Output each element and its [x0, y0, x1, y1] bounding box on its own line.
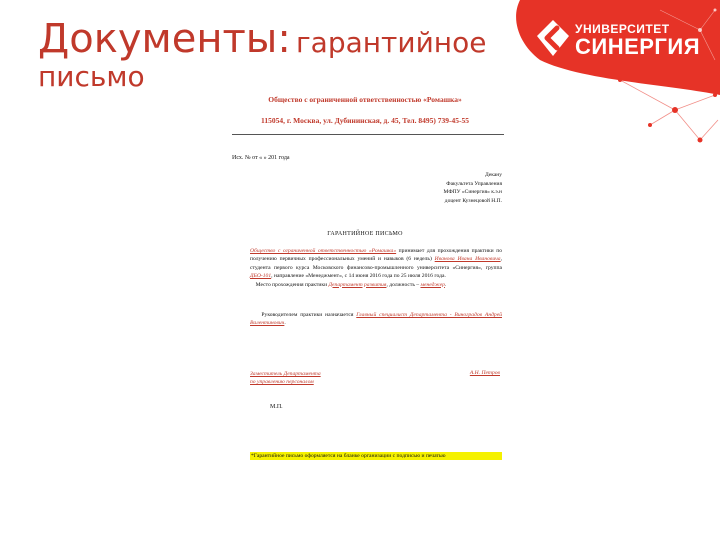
- student-name: Иванова Ивана Ивановича: [434, 256, 501, 263]
- addressee-block: [220, 171, 502, 205]
- highlighted-note: *Гарантийное письмо оформляется на бланке организации с подписью и печатью: [250, 452, 502, 460]
- paragraph-text: Руководителем практики назначается: [261, 312, 357, 319]
- signer-title-line1: Заместитель Департамента: [250, 370, 321, 377]
- practice-place: Департамент развития: [328, 281, 387, 288]
- practice-position: менеджер: [420, 281, 445, 288]
- addressee-line: Декану: [485, 172, 502, 178]
- reference-line: Исх. № от « » 201 года: [232, 155, 290, 161]
- signer-title: [250, 370, 321, 387]
- org-address: 115054, г. Москва, ул. Дубининская, д. 45, Тел. 8495) 739-45-55: [261, 116, 469, 125]
- paragraph-text: , направление «Менеджмент», с 14 июня 2016 года по 25 июля 2016 года.: [271, 273, 446, 280]
- addressee-line: МФПУ «Синергия» к.э.н: [443, 189, 502, 196]
- slide-title: [38, 18, 486, 91]
- paragraph-text: , должность –: [386, 281, 421, 288]
- letter-title: ГАРАНТИЙНОЕ ПИСЬМО: [327, 231, 403, 238]
- practice-head: Главный специалист Департамента - Виноградов Андрей Валентинович: [250, 312, 502, 327]
- synergy-logo-icon: [535, 18, 571, 58]
- letter-paragraph-3: Руководителем практики назначается Главный специалист Департамента - Виноградов Андрей Валентинович.: [250, 312, 502, 327]
- signature-block: [250, 370, 502, 394]
- logo-line1: УНИВЕРСИТЕТ: [575, 22, 670, 36]
- signer-name: А.Н. Петров: [469, 369, 500, 376]
- org-name-inline: Общество с ограниченной ответственностью «Ромашка»: [250, 248, 397, 255]
- paragraph-text: Место прохождения практики: [255, 281, 329, 288]
- logo-text: [575, 22, 700, 60]
- addressee-line: Факультета Управления: [446, 180, 502, 187]
- paragraph-text: , студента первого курса Московского финансово-промышленного университета «Синергия», группа: [250, 256, 502, 271]
- addressee-line: доцент Кузнецовой Н.П.: [444, 197, 502, 204]
- logo-line2: СИНЕРГИЯ: [575, 34, 701, 59]
- title-rest: гарантийное: [295, 26, 487, 59]
- letter-paragraph-1: Общество с ограниченной ответственностью «Ромашка» принимает для прохождения практики по получению первичных профессиональных умений и навыков (6 недель) Иванова Ивана Ивановича, студента первого курса Московского финансово-промышленного университета «Синергия», группа ДБО-101, направление «Менеджмент», с 14 июня 2016 года по 25 июля 2016 года. Место прохождения практики Департамент развития, должность – менеджер.: [250, 248, 502, 288]
- title-line2: письмо: [38, 60, 145, 93]
- org-name: Общество с ограниченной ответственностью «Ромашка»: [268, 95, 462, 104]
- header-divider: [232, 134, 504, 135]
- guarantee-letter-document: [220, 92, 510, 460]
- paragraph-text: принимает для прохождения практики по получению первичных профессиональных умений и навыков (6 недель): [250, 248, 502, 263]
- title-main: Документы:: [38, 16, 291, 62]
- signer-title-line2: по управлению персоналом: [250, 379, 314, 386]
- group-code: ДБО-101: [250, 273, 272, 280]
- stamp-place: М.П.: [270, 403, 283, 410]
